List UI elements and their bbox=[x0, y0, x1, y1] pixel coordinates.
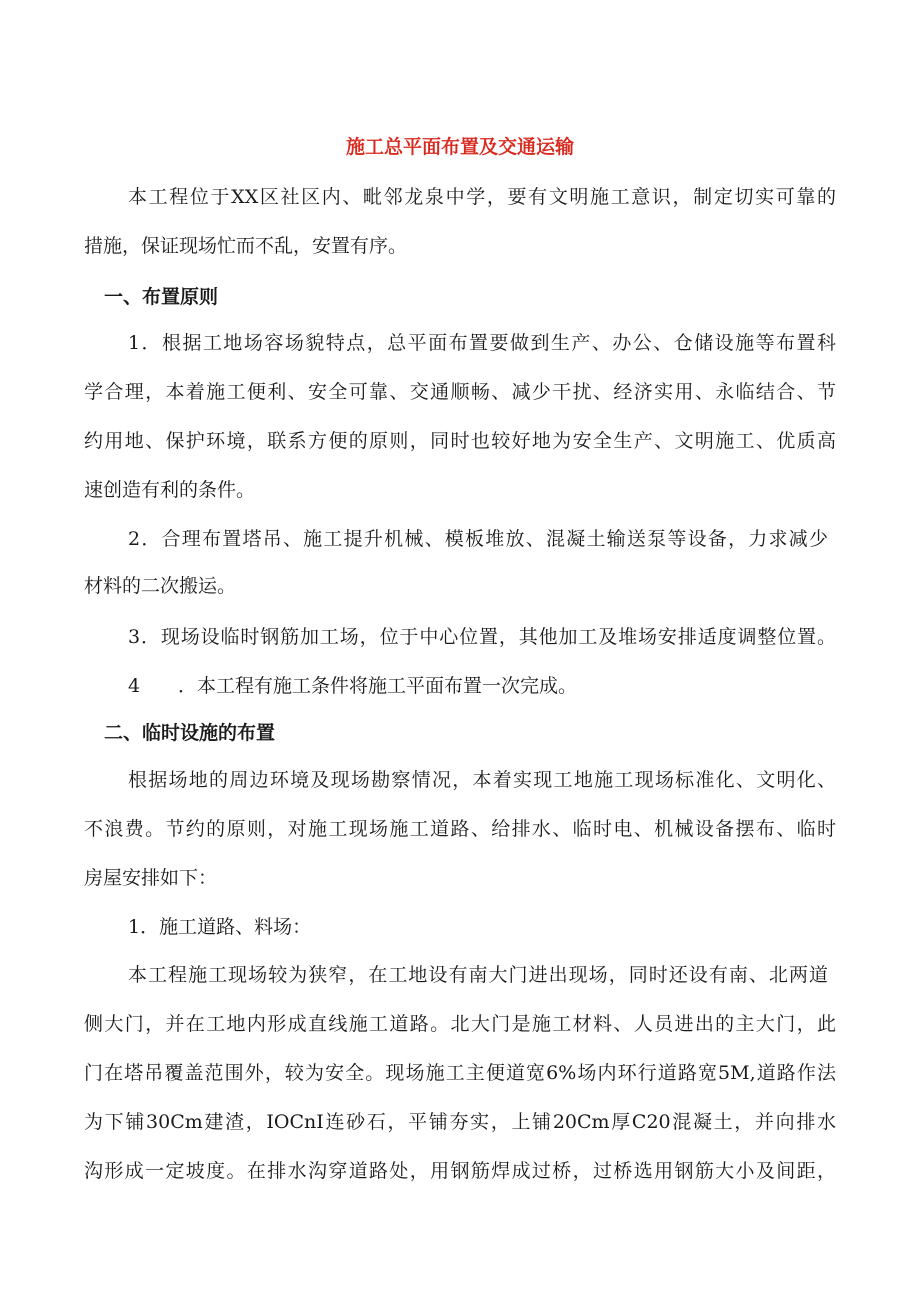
subsection-1-line-2: 侧大门，并在工地内形成直线施工道路。北大门是施工材料、人员进出的主大门，此 bbox=[84, 1013, 836, 1035]
subsection-1-heading: 1．施工道路、料场： bbox=[128, 916, 312, 938]
item-1-line-1: 1．根据工地场容场貌特点，总平面布置要做到生产、办公、仓储设施等布置科 bbox=[128, 332, 836, 354]
item-3-line-1: 3．现场设临时钢筋加工场，位于中心位置，其他加工及堆场安排适度调整位置。 bbox=[128, 626, 836, 648]
subsection-1-line-3: 门在塔吊覆盖范围外，较为安全。现场施工主便道宽6%场内环行道路宽5M,道路作法 bbox=[84, 1062, 836, 1084]
subsection-1-line-1: 本工程施工现场较为狭窄，在工地设有南大门进出现场，同时还设有南、北两道 bbox=[128, 964, 828, 986]
subsection-1-line-5: 沟形成一定坡度。在排水沟穿道路处，用钢筋焊成过桥，过桥选用钢筋大小及间距， bbox=[84, 1160, 836, 1182]
item-2-line-2: 材料的二次搬运。 bbox=[84, 575, 237, 597]
item-1-line-2: 学合理，本着施工便利、安全可靠、交通顺畅、减少干扰、经济实用、永临结合、节 bbox=[84, 381, 836, 403]
page-title: 施工总平面布置及交通运输 bbox=[345, 136, 574, 158]
item-1-line-3: 约用地、保护环境，联系方便的原则，同时也较好地为安全生产、文明施工、优质高 bbox=[84, 430, 836, 452]
section-1-heading: 一、布置原则 bbox=[104, 286, 219, 308]
item-4-number: 4 bbox=[128, 675, 141, 697]
item-4-text: ．本工程有施工条件将施工平面布置一次完成。 bbox=[178, 675, 578, 697]
section-2-heading: 二、临时设施的布置 bbox=[104, 722, 276, 744]
item-2-line-1: 2．合理布置塔吊、施工提升机械、模板堆放、混凝土输送泵等设备，力求减少 bbox=[128, 528, 828, 550]
item-1-line-4: 速创造有利的条件。 bbox=[84, 479, 256, 501]
intro-line-1: 本工程位于XX区社区内、毗邻龙泉中学，要有文明施工意识，制定切实可靠的 bbox=[128, 186, 836, 208]
section-2-para-line-3: 房屋安排如下： bbox=[84, 867, 218, 889]
intro-line-2: 措施，保证现场忙而不乱，安置有序。 bbox=[84, 235, 408, 257]
section-2-para-line-2: 不浪费。节约的原则，对施工现场施工道路、给排水、临时电、机械设备摆布、临时 bbox=[84, 818, 836, 840]
section-2-para-line-1: 根据场地的周边环境及现场勘察情况，本着实现工地施工现场标准化、文明化、 bbox=[128, 769, 836, 791]
subsection-1-line-4: 为下铺30Cm建渣，IOCnI连砂石，平铺夯实，上铺20Cm厚C20混凝土，并向排水 bbox=[84, 1111, 836, 1133]
